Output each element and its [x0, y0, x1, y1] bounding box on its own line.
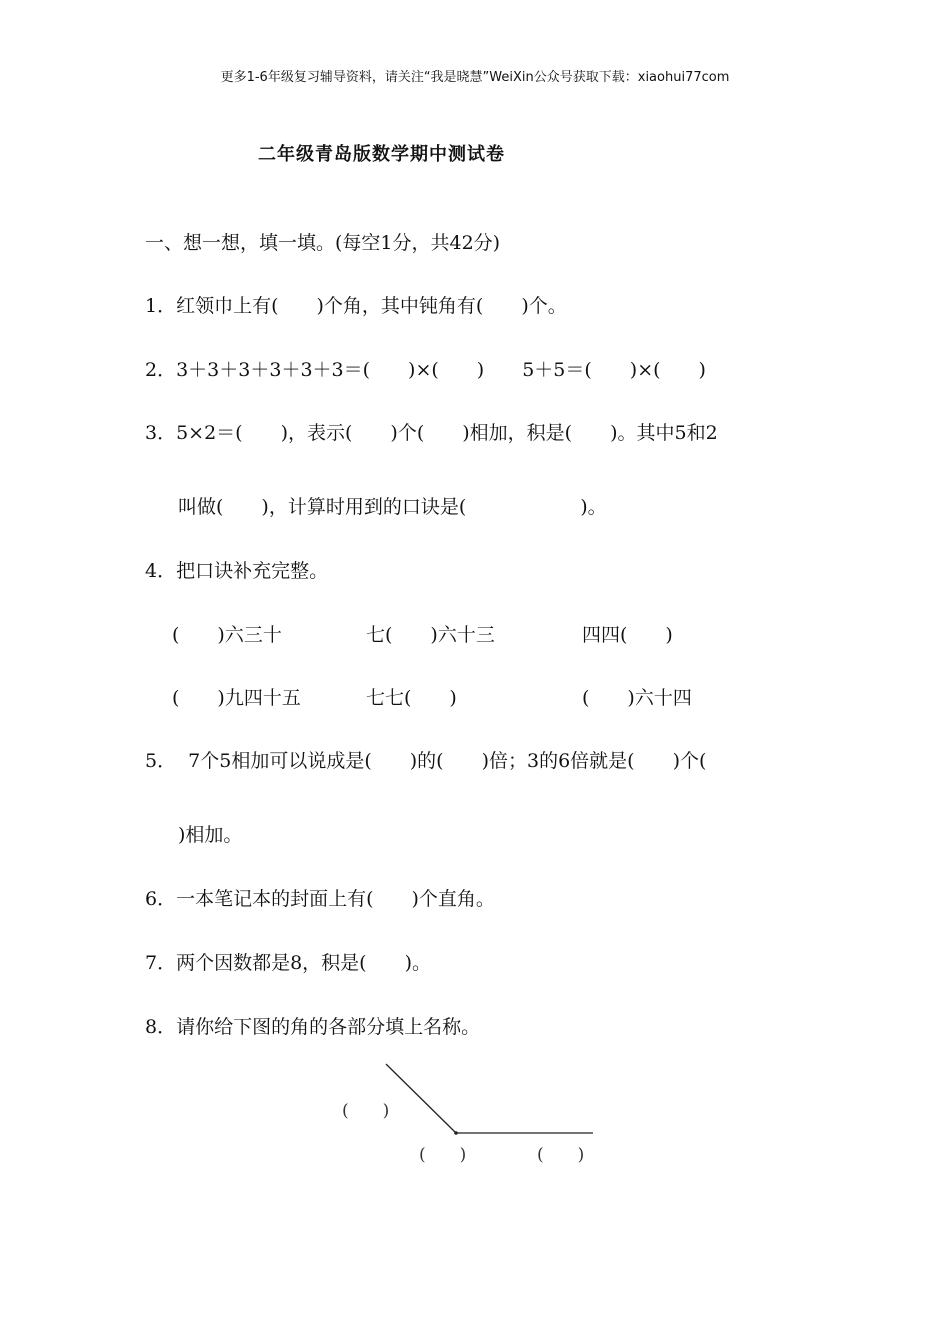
mnemonic-blank: ( )六三十 — [172, 624, 282, 646]
angle-side-label: ( ) — [342, 1101, 390, 1121]
mnemonic-blank: 七七( ) — [366, 687, 457, 709]
question-8: 8．请你给下图的角的各部分填上名称。 — [145, 1016, 481, 1038]
question-6: 6．一本笔记本的封面上有( )个直角。 — [145, 888, 495, 910]
question-5-continued: )相加。 — [178, 824, 243, 846]
question-7: 7．两个因数都是8，积是( )。 — [145, 952, 432, 974]
angle-side-label: ( ) — [537, 1145, 585, 1165]
mnemonic-blank: 七( )六十三 — [366, 624, 495, 646]
question-3-continued: 叫做( )，计算时用到的口诀是( )。 — [178, 496, 607, 518]
question-3: 3．5×2＝( )，表示( )个( )相加，积是( )。其中5和2 — [145, 422, 718, 444]
question-2: 2．3＋3＋3＋3＋3＋3＝( )×( ) 5＋5＝( )×( ) — [145, 359, 706, 381]
promo-header: 更多1-6年级复习辅导资料，请关注“我是晓慧”WeiXin公众号获取下载：xiaohui77com — [220, 70, 730, 85]
angle-vertex-label: ( ) — [419, 1145, 467, 1165]
angle-vertex-dot — [454, 1131, 458, 1135]
section-heading: 一、想一想，填一填。(每空1分，共42分) — [145, 232, 501, 254]
question-1: 1．红领巾上有( )个角，其中钝角有( )个。 — [145, 295, 567, 317]
mnemonic-blank: ( )六十四 — [582, 687, 692, 709]
page-title: 二年级青岛版数学期中测试卷 — [258, 144, 505, 165]
question-5: 5． 7个5相加可以说成是( )的( )倍；3的6倍就是( )个( — [145, 750, 707, 772]
mnemonic-blank: ( )九四十五 — [172, 687, 301, 709]
question-4: 4．把口诀补充完整。 — [145, 560, 329, 582]
angle-side-line — [386, 1064, 456, 1133]
mnemonic-blank: 四四( ) — [582, 624, 673, 646]
